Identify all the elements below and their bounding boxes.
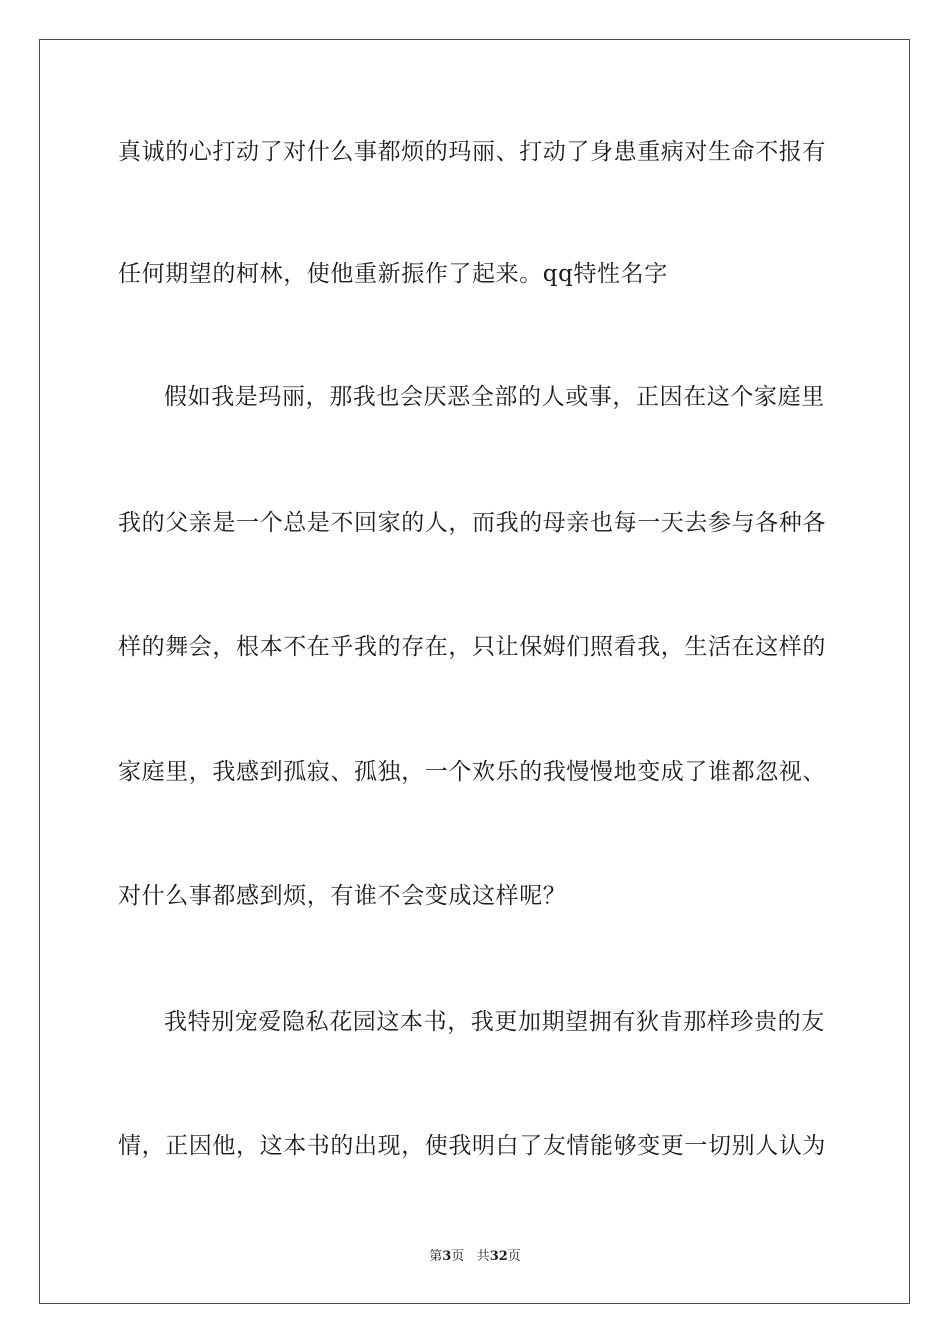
- footer-total-suffix: 页: [507, 1249, 521, 1264]
- text-line-6: 家庭里，我感到孤寂、孤独，一个欢乐的我慢慢地变成了谁都忽视、: [118, 759, 826, 785]
- footer-total-prefix: 共: [476, 1249, 490, 1264]
- page-border: [39, 39, 910, 1304]
- footer-page-prefix: 第: [429, 1249, 443, 1264]
- text-line-4: 我的父亲是一个总是不回家的人，而我的母亲也每一天去参与各种各: [118, 510, 826, 536]
- text-line-9: 情，正因他，这本书的出现，使我明白了友情能够变更一切别人认为: [118, 1133, 826, 1159]
- paragraph-start-line: 假如我是玛丽，那我也会厌恶全部的人或事，正因在这个家庭里: [164, 384, 825, 410]
- footer-page-number: 3: [442, 1249, 452, 1264]
- text-line-7: 对什么事都感到烦，有谁不会变成这样呢？: [118, 883, 567, 909]
- text-line-2: 任何期望的柯林，使他重新振作了起来。qq特性名字: [118, 261, 668, 287]
- paragraph-start-line-2: 我特别宠爱隐私花园这本书，我更加期望拥有狄肯那样珍贵的友: [164, 1009, 825, 1035]
- text-line-1: 真诚的心打动了对什么事都烦的玛丽、打动了身患重病对生命不报有: [118, 139, 826, 165]
- footer-total-pages: 32: [489, 1249, 508, 1264]
- page-footer: [0, 1248, 950, 1266]
- footer-page-suffix: 页: [451, 1249, 465, 1264]
- text-line-5: 样的舞会，根本不在乎我的存在，只让保姆们照看我，生活在这样的: [118, 634, 826, 660]
